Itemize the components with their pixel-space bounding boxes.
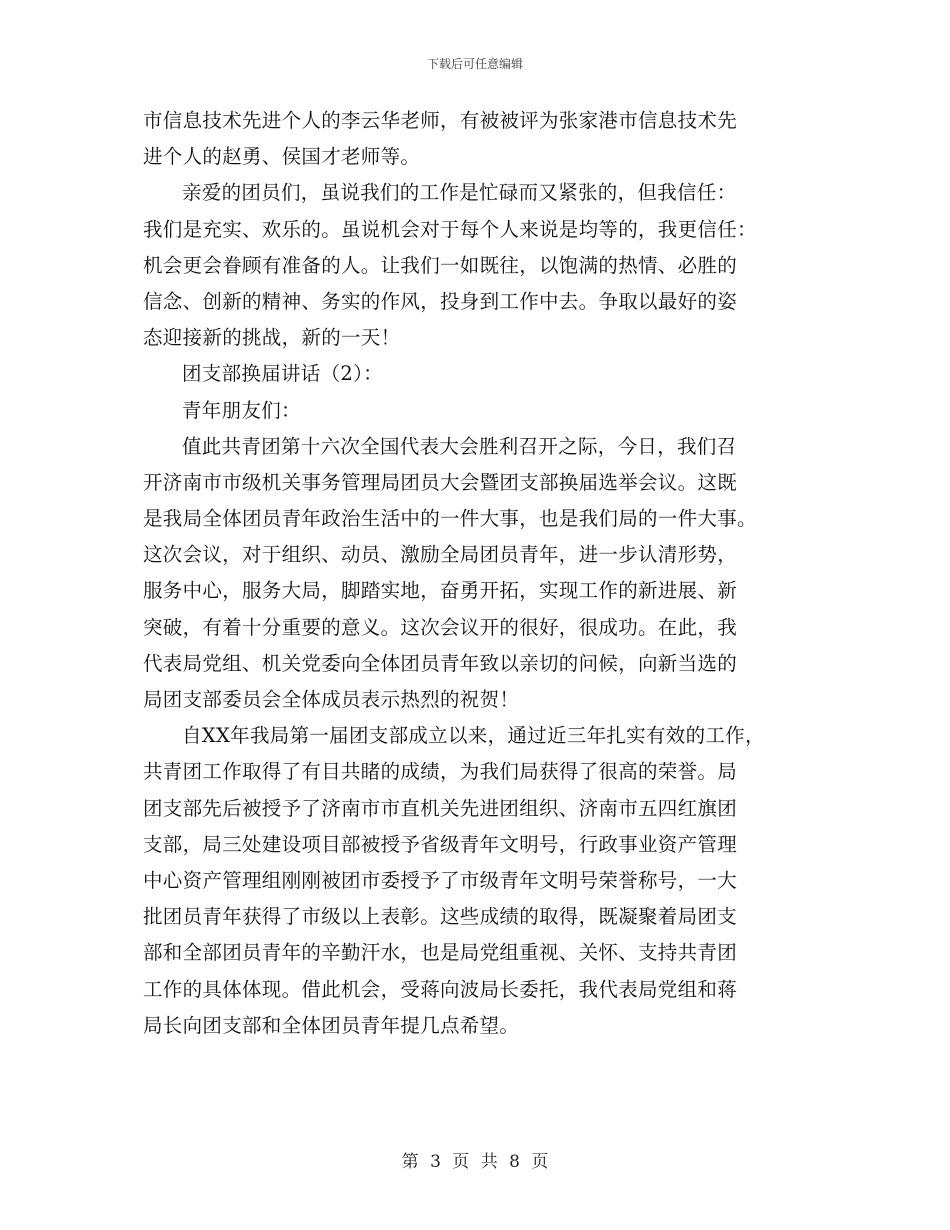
document-body [143,103,823,1044]
text-line: 批团员青年获得了市级以上表彰。这些成绩的取得，既凝聚着局团支 [143,905,738,929]
text-line: 局团支部委员会全体成员表示热烈的祝贺！ [143,688,520,711]
text-line: 代表局党组、机关党委向全体团员青年致以亲切的问候，向新当选的 [143,651,738,675]
text-line: 这次会议，对于组织、动员、激励全局团员青年，进一步认清形势， [143,543,738,567]
text-line: 是我局全体团员青年政治生活中的一件大事，也是我们局的一件大事。 [143,507,757,531]
text-line: 服务中心，服务大局，脚踏实地，奋勇开拓，实现工作的新进展、新 [143,579,738,603]
text-line: 态迎接新的挑战，新的一天！ [143,326,401,350]
text-line: 亲爱的团员们，虽说我们的工作是忙碌而又紧张的，但我信任： [182,181,737,205]
text-line: 共青团工作取得了有目共睹的成绩，为我们局获得了很高的荣誉。局 [143,760,738,784]
text-line: 市信息技术先进个人的李云华老师，有被被评为张家港市信息技术先 [143,109,738,132]
text-line: 青年朋友们： [182,398,301,422]
text-line: 团支部先后被授予了济南市市直机关先进团组织、济南市五四红旗团 [143,796,738,820]
text-line: 局长向团支部和全体团员青年提几点希望。 [143,1013,520,1037]
text-line: 开济南市市级机关事务管理局团员大会暨团支部换届选举会议。这既 [143,470,738,494]
page-header: 下载后可任意编辑 [426,57,523,71]
text-line: 支部，局三处建设项目部被授予省级青年文明号，行政事业资产管理 [143,832,738,856]
text-line: 中心资产管理组刚刚被团市委授予了市级青年文明号荣誉称号，一大 [143,868,738,892]
text-line: 部和全部团员青年的辛勤汗水，也是局党组重视、关怀、支持共青团 [143,941,738,965]
text-line: 值此共青团第十六次全国代表大会胜利召开之际，今日，我们召 [182,434,737,458]
text-line: 我们是充实、欢乐的。虽说机会对于每个人来说是均等的，我更信任： [143,217,757,241]
text-line: 团支部换届讲话（2）： [182,362,383,386]
text-line: 突破，有着十分重要的意义。这次会议开的很好，很成功。在此，我 [143,615,738,639]
text-line: 工作的具体体现。借此机会，受蒋向波局长委托，我代表局党组和蒋 [143,977,738,1001]
text-line: 自XX年我局第一届团支部成立以来，通过近三年扎实有效的工作， [182,724,765,748]
text-line: 信念、创新的精神、务实的作风，投身到工作中去。争取以最好的姿 [143,289,738,313]
text-line: 进个人的赵勇、侯国才老师等。 [143,145,421,169]
text-line: 机会更会眷顾有准备的人。让我们一如既往，以饱满的热情、必胜的 [143,253,738,277]
page-number-footer: 第 3 页 共 8 页 [401,1152,549,1172]
